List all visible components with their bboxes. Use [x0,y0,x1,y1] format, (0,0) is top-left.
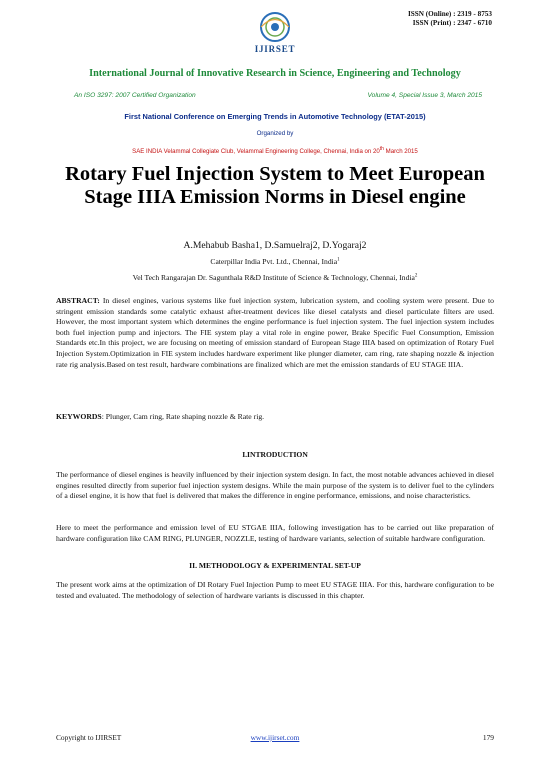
organized-by: Organized by [256,130,294,137]
venue-main: SAE INDIA Velammal Collegiate Club, Velammal Engineering College, Chennai, India on 20 [132,148,380,156]
intro-paragraph-2: Here to meet the performance and emission level of EU STGAE IIIA, following investigation has to be carried out like preparation of hardware configuration like CAM RING, PLUNGER, NOZZLE, testing of hardware variants, selection of suitable hardware configuration. [56,523,494,543]
section-heading-methodology: II. METHODOLOGY & EXPERIMENTAL SET-UP [189,561,361,570]
abstract [56,296,494,370]
venue-sup: th [379,146,384,152]
affiliation-2-text: Vel Tech Rangarajan Dr. Sagunthala R&D Institute of Science & Technology, Chennai, India [132,273,415,282]
authors: A.Mehabub Basha1, D.Samuelraj2, D.Yogaraj2 [183,240,367,251]
affiliation-1 [0,257,550,266]
logo-text: IJIRSET [254,44,296,54]
journal-title: International Journal of Innovative Research in Science, Engineering and Technology [89,68,461,79]
volume-issue: Volume 4, Special Issue 3, March 2015 [367,92,482,99]
keywords-label: KEYWORDS [56,412,102,421]
journal-logo [232,10,318,58]
issn-print: ISSN (Print) : 2347 - 6710 [412,19,492,27]
abstract-text: In diesel engines, various systems like fuel injection system, lubrication system, and cooling system were present. Due to stringent emission standards some catalytic exhaust after-treatment devices like diesel catalysts and diesel particulate filters are used. However, the most important system which determines the engine performance is fuel injection system. The fuel injection system includes both fuel injection pump and injectors. The FIE system play a vital role in engine power, Brake Specific Fuel Consumption, Emission Standards etc.In this project, we are focusing on meeting of emission standard of European Stage IIIA based on optimization of Rotary Fuel Injection System.Optimization in FIE system includes hardware experiment like plunger diameter, cam ring, rate shaping nozzle & injection rate rig analysis.Based on test result, hardware combinations are finalized which are met the emission standards of EU STAGE IIIA. [56,296,494,369]
keywords-text: : Plunger, Cam ring, Rate shaping nozzle & Rate rig. [101,412,265,421]
conference-name: First National Conference on Emerging Trends in Automotive Technology (ETAT-2015) [124,112,426,121]
logo-emblem-icon [232,10,318,46]
footer-url-link[interactable]: www.ijirset.com [250,733,300,742]
affiliation-2-sup: 2 [414,273,418,279]
intro-paragraph-1: The performance of diesel engines is heavily influenced by their injection system design. In fact, the most notable advances achieved in diesel engines resulted directly from superior fuel injection system designs. While the main purpose of the system is to deliver fuel to the cylinders of a diesel engine, it is how that fuel is delivered that makes the difference in engine performance, emissions, and noise characteristics. [56,470,494,501]
affiliation-1-sup: 1 [337,257,340,263]
affiliation-2 [0,273,550,282]
keywords [56,412,494,421]
issn-block [408,10,492,28]
affiliation-1-text: Caterpillar India Pvt. Ltd., Chennai, India [210,257,338,266]
conference-venue [0,146,550,155]
venue-tail: March 2015 [383,148,418,156]
methodology-paragraph-1: The present work aims at the optimization of DI Rotary Fuel Injection Pump to meet EU STAGE IIIA. For this, hardware configuration to be tested and evaluated. The methodology of selection of hardware variants is discussed in this chapter. [56,580,494,600]
iso-certification: An ISO 3297: 2007 Certified Organization [74,92,196,99]
section-heading-introduction: I.INTRODUCTION [242,450,308,459]
paper-title: Rotary Fuel Injection System to Meet European Stage IIIA Emission Norms in Diesel engine [65,163,485,208]
issn-online: ISSN (Online) : 2319 - 8753 [407,10,492,18]
footer-copyright: Copyright to IJIRSET [56,733,122,742]
abstract-label: ABSTRACT: [56,296,100,305]
page-number: 179 [482,733,494,742]
